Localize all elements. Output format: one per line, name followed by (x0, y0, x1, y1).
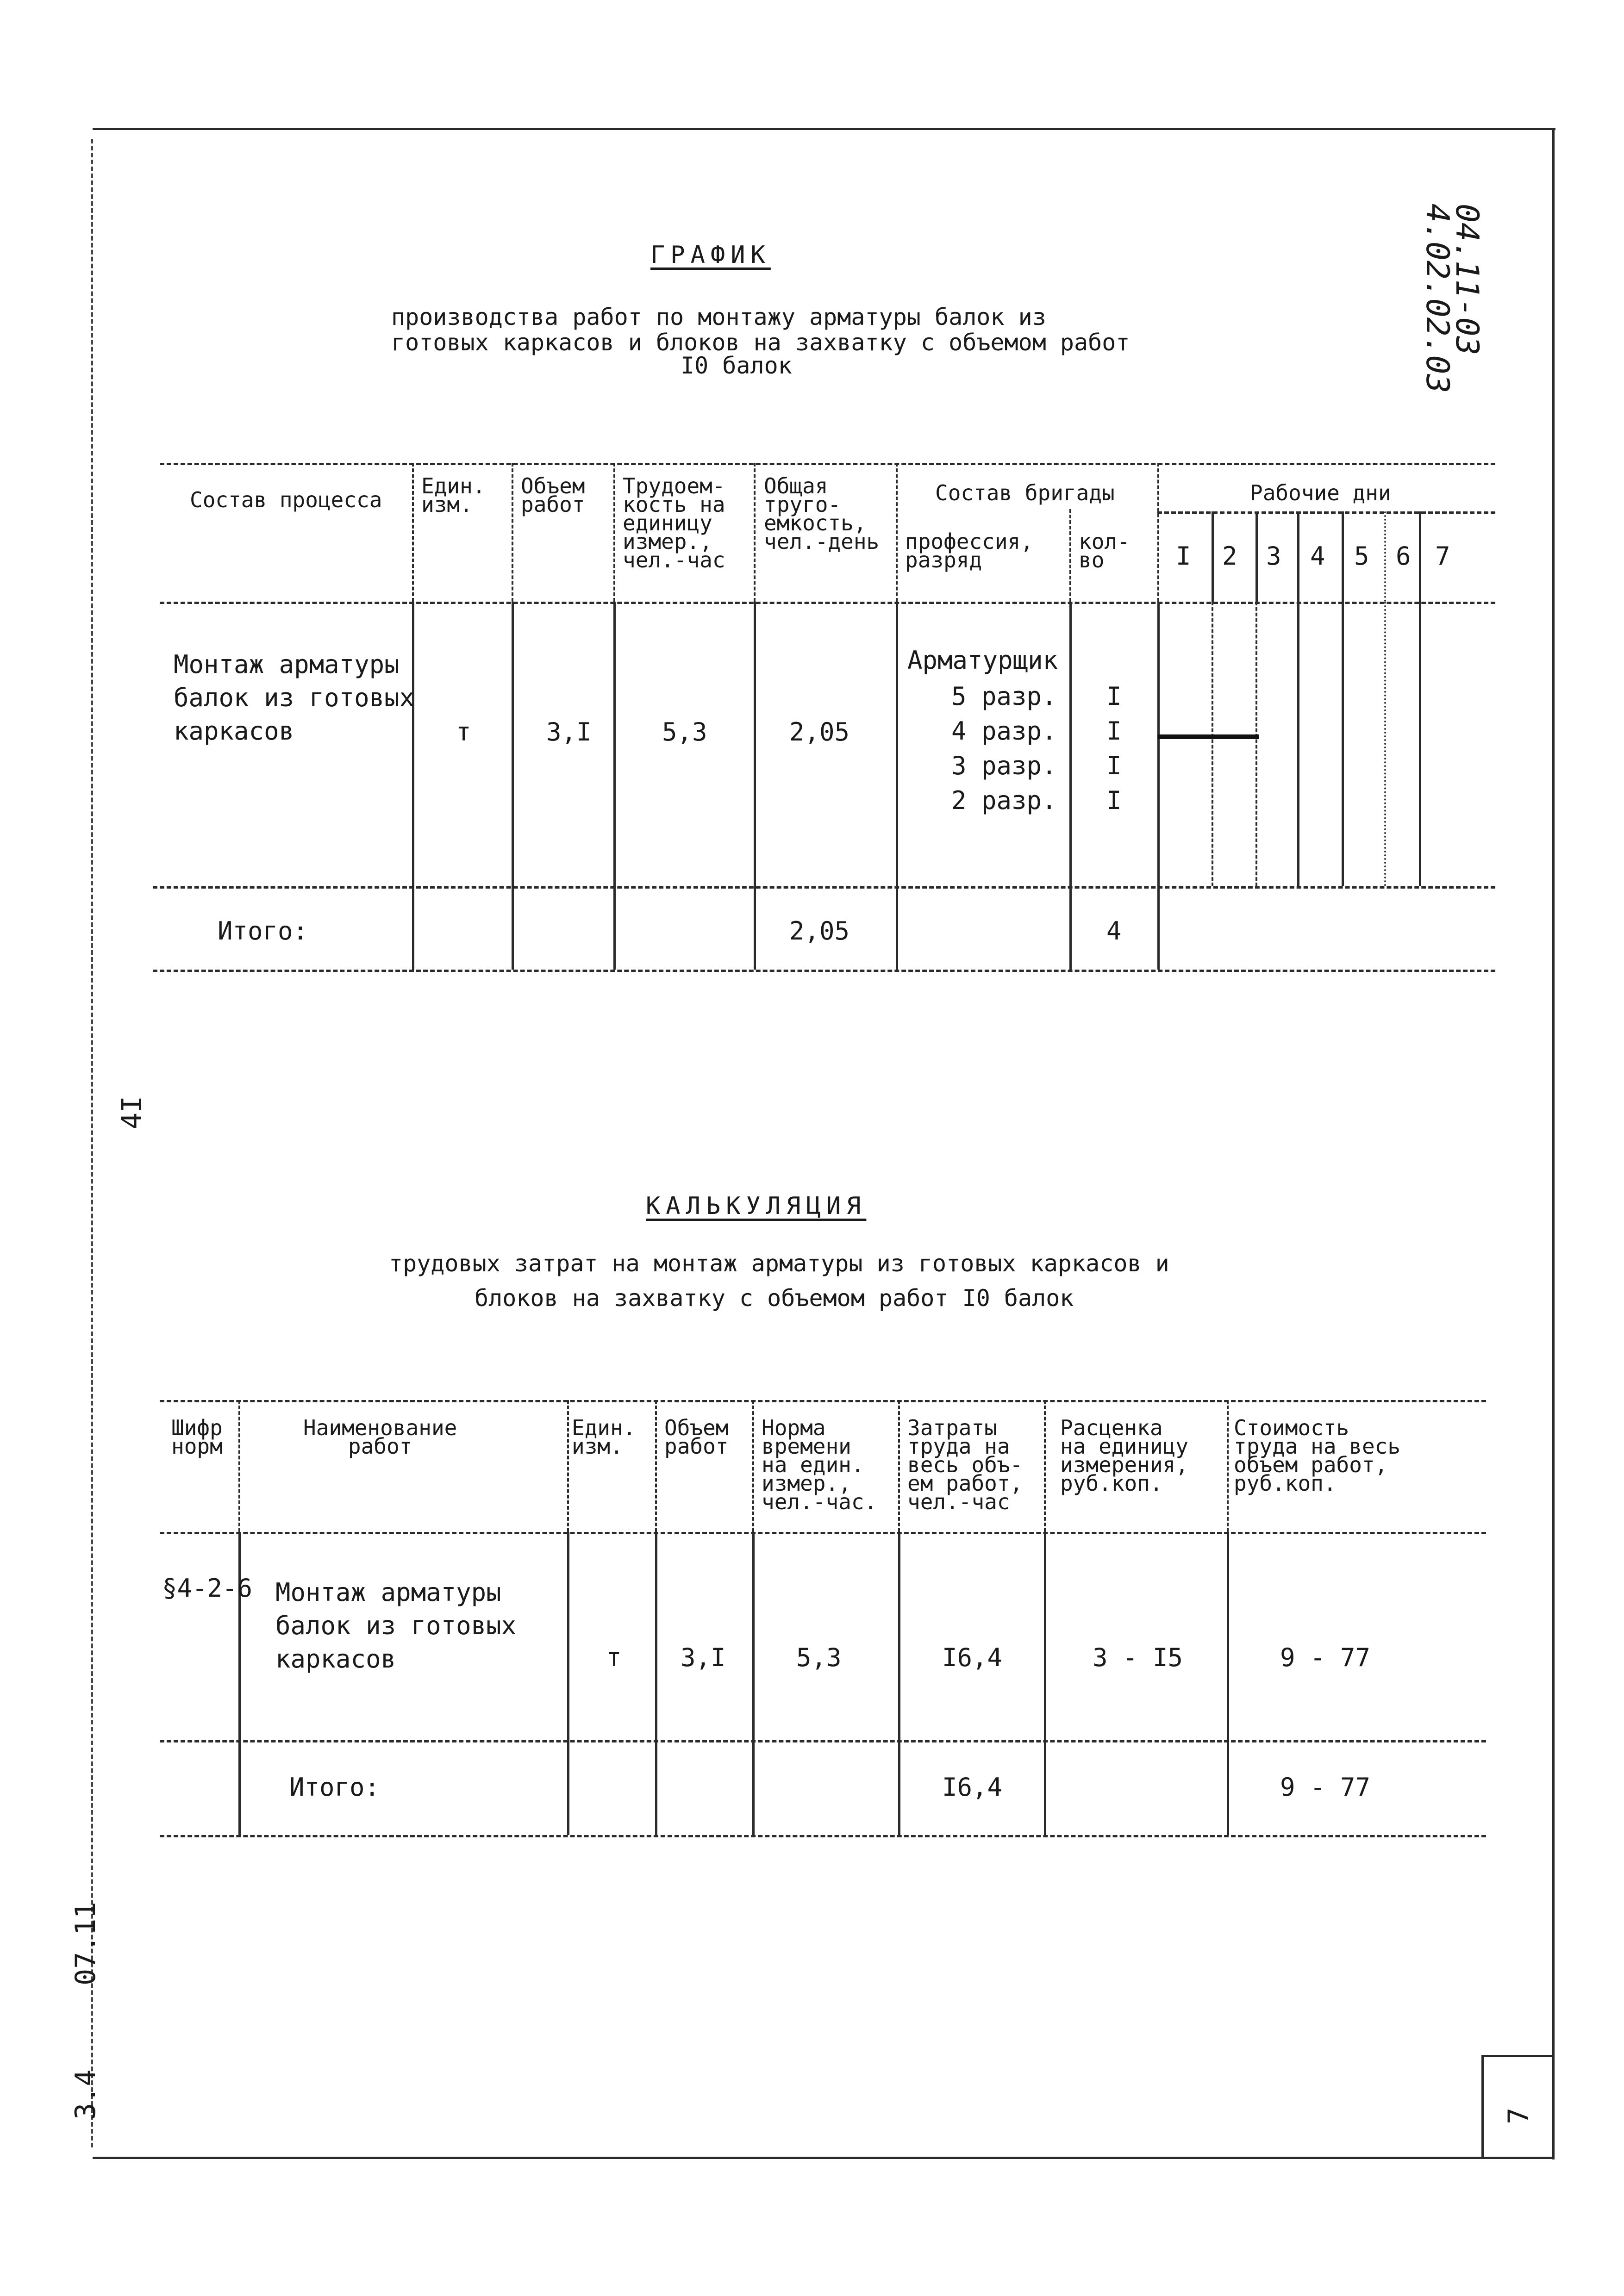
kalk-rule-header (160, 1532, 1486, 1534)
grafik-total-labor: 2,05 (789, 916, 850, 946)
grafik-v2-head (512, 463, 513, 602)
grafik-rule-bottom (153, 970, 1495, 972)
kalk-subtitle-line-2: блоков на захватку с объемом работ I0 балок (475, 1285, 1074, 1312)
grafik-v6 (1069, 602, 1072, 970)
kalk-v5-head (898, 1400, 900, 1532)
grafik-day-v5 (1384, 511, 1386, 602)
kalk-header-norm: Норма времени на един. измер., чел.-час. (762, 1415, 877, 1514)
grafik-grade-3: 3 разр. (951, 751, 1057, 780)
kalk-total-label: Итого: (289, 1773, 380, 1802)
grafik-header-count: кол- во (1079, 529, 1130, 572)
grafik-day-1: I (1176, 541, 1191, 571)
grafik-count-4: I (1106, 786, 1122, 815)
frame-bottom-rule (93, 2157, 1555, 2159)
kalk-v4 (752, 1532, 755, 1835)
grafik-day-v6 (1419, 511, 1421, 602)
inventory-mark: 3.4 (69, 2069, 102, 2120)
grafik-day-v2-body (1255, 602, 1257, 886)
kalk-header-rate: Расценка на единицу измерения, руб.коп. (1060, 1415, 1188, 1496)
kalk-v4-head (752, 1400, 754, 1532)
kalk-v6-head (1044, 1400, 1046, 1532)
kalk-header-cost: Стоимость труда на весь объем работ, руб.коп. (1234, 1415, 1401, 1496)
grafik-unit: т (456, 717, 471, 747)
grafik-v6-head (1069, 509, 1071, 602)
grafik-rule-days (1157, 511, 1495, 514)
kalk-norm: 5,3 (796, 1643, 842, 1672)
kalk-total-cost: 9 - 77 (1280, 1773, 1371, 1802)
grafik-day-v5-body (1384, 602, 1386, 886)
grafik-profession-title: Арматурщик (907, 646, 1058, 675)
kalk-cost: 9 - 77 (1280, 1643, 1371, 1672)
grafik-count-3: I (1106, 751, 1122, 780)
grafik-header-days: Рабочие дни (1250, 480, 1391, 505)
grafik-day-7: 7 (1435, 541, 1450, 571)
kalk-work-name: Монтаж арматуры балок из готовых каркасов (275, 1578, 517, 1674)
grafik-count-2: I (1106, 716, 1122, 746)
grafik-day-4: 4 (1310, 541, 1325, 571)
grafik-labor-total: 2,05 (789, 717, 850, 747)
grafik-header-brigade: Состав бригады (935, 480, 1115, 505)
grafik-labor-unit: 5,3 (662, 717, 707, 747)
grafik-grade-2: 4 разр. (951, 716, 1057, 746)
grafik-day-5: 5 (1354, 541, 1369, 571)
grafik-v4-head (754, 463, 756, 602)
grafik-v5-head (896, 463, 898, 602)
page-number-box (1481, 2055, 1553, 2159)
grafik-v2 (512, 602, 514, 970)
kalk-rate: 3 - I5 (1093, 1643, 1183, 1672)
page-number: 7 (1502, 2107, 1535, 2124)
grafik-total-label: Итого: (218, 916, 308, 946)
grafik-day-3: 3 (1266, 541, 1281, 571)
kalk-v1-head (238, 1400, 240, 1532)
kalk-v6 (1044, 1532, 1046, 1835)
grafik-day-v4-body (1342, 602, 1344, 886)
grafik-rule-body (153, 886, 1495, 889)
kalk-header-name: Наименование работ (303, 1415, 457, 1459)
kalk-total-labor: I6,4 (942, 1773, 1003, 1802)
grafik-day-v6-body (1419, 602, 1421, 886)
kalk-header-code: Шифр норм (171, 1415, 223, 1459)
grafik-header-labor-unit: Трудоем- кость на единицу измер., чел.-час (623, 473, 725, 572)
inventory-number: 07.11 (69, 1902, 102, 1985)
grafik-day-6: 6 (1396, 541, 1411, 571)
grafik-v4 (754, 602, 756, 970)
grafik-process-name: Монтаж арматуры балок из готовых каркасов (174, 650, 415, 746)
kalk-code: §4-2-6 (162, 1574, 253, 1603)
grafik-v7-head (1157, 463, 1159, 602)
grafik-rule-header (160, 602, 1495, 604)
grafik-subtitle-line-3: I0 балок (681, 352, 792, 379)
grafik-day-v4 (1342, 511, 1344, 602)
grafik-subtitle-line-1: производства работ по монтажу арматуры балок из (391, 304, 1046, 330)
kalk-unit: т (606, 1643, 622, 1672)
grafik-header-volume: Объем работ (521, 473, 585, 517)
kalk-header-unit: Един. изм. (572, 1415, 636, 1459)
document-code: 04.11-03 4.02.02.03 (1419, 204, 1485, 393)
grafik-subtitle-line-2: готовых каркасов и блоков на захватку с объемом работ (391, 329, 1130, 356)
kalk-v7-head (1227, 1400, 1229, 1532)
grafik-v5 (896, 602, 898, 970)
grafik-grade-4: 2 разр. (951, 786, 1057, 815)
kalk-subtitle-line-1: трудовых затрат на монтаж арматуры из готовых каркасов и (389, 1250, 1169, 1277)
kalk-v3 (655, 1532, 657, 1835)
grafik-day-v3-body (1297, 602, 1299, 886)
grafik-count-1: I (1106, 682, 1122, 711)
grafik-total-count: 4 (1106, 916, 1122, 946)
kalk-header-labor: Затраты труда на весь объ- ем работ, чел.-час (907, 1415, 1023, 1514)
frame-left-rule (91, 139, 93, 2147)
grafik-schedule-bar (1157, 734, 1259, 739)
grafik-day-2: 2 (1222, 541, 1237, 571)
grafik-title: ГРАФИК (650, 241, 771, 269)
grafik-header-labor-total: Общая труго- емкость, чел.-день (764, 473, 880, 554)
kalk-header-volume: Объем работ (664, 1415, 729, 1459)
grafik-grade-1: 5 разр. (951, 682, 1057, 711)
grafik-header-process: Состав процесса (190, 487, 382, 512)
grafik-v3-head (613, 463, 615, 602)
kalk-rule-top (160, 1400, 1486, 1402)
grafik-header-unit: Един. изм. (421, 473, 486, 517)
grafik-header-profession: профессия, разряд (905, 529, 1033, 572)
kalk-title: КАЛЬКУЛЯЦИЯ (646, 1192, 867, 1220)
grafik-day-v3 (1297, 511, 1299, 602)
grafik-v7 (1157, 602, 1160, 970)
kalk-v7 (1227, 1532, 1229, 1835)
frame-right-rule (1552, 128, 1555, 2159)
grafik-volume: 3,I (546, 717, 592, 747)
grafik-day-v1-body (1212, 602, 1213, 886)
kalk-labor: I6,4 (942, 1643, 1003, 1672)
kalk-v2-head (567, 1400, 569, 1532)
grafik-day-v1 (1212, 511, 1214, 602)
grafik-rule-top (160, 463, 1495, 465)
frame-top-rule (93, 128, 1555, 130)
grafik-v3 (613, 602, 616, 970)
kalk-rule-body (160, 1740, 1486, 1742)
page-mark: 4I (116, 1095, 148, 1129)
kalk-volume: 3,I (681, 1643, 726, 1672)
grafik-day-v2 (1255, 511, 1258, 602)
kalk-v2 (567, 1532, 569, 1835)
kalk-v5 (898, 1532, 900, 1835)
kalk-rule-bottom (160, 1835, 1486, 1837)
grafik-v1-head (412, 463, 414, 602)
kalk-v3-head (655, 1400, 657, 1532)
